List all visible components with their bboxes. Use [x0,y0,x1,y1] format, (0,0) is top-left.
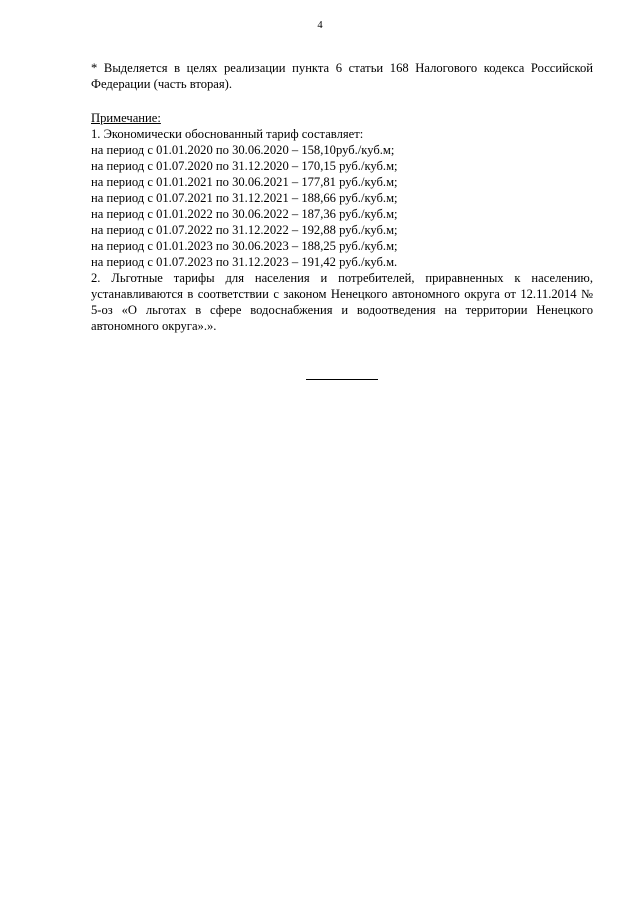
tariff-period-line: на период с 01.01.2020 по 30.06.2020 – 158,10руб./куб.м; [91,143,395,157]
tariff-period-line: на период с 01.01.2022 по 30.06.2022 – 187,36 руб./куб.м; [91,207,398,221]
footnote: * Выделяется в целях реализации пункта 6 статьи 168 Налогового кодекса Российской Федерации (часть вторая). [91,61,593,91]
tariff-period-line: на период с 01.07.2023 по 31.12.2023 – 191,42 руб./куб.м. [91,255,398,269]
tariff-period-line: на период с 01.07.2020 по 31.12.2020 – 170,15 руб./куб.м; [91,159,398,173]
note-item-1-heading: 1. Экономически обоснованный тариф составляет: [91,127,364,141]
tariff-period-line: на период с 01.07.2022 по 31.12.2022 – 192,88 руб./куб.м; [91,223,398,237]
tariff-period-line: на период с 01.01.2021 по 30.06.2021 – 177,81 руб./куб.м; [91,175,398,189]
note-item-2: 2. Льготные тарифы для населения и потребителей, приравненных к населению, устанавливаются в соответствии с законом Ненецкого автономного округа от 12.11.2014 № 5-оз «О льготах в сфере водоснабжения и водоотведения на территории Ненецкого автономного округа».». [91,271,593,333]
tariff-period-line: на период с 01.01.2023 по 30.06.2023 – 188,25 руб./куб.м; [91,239,398,253]
page-number: 4 [317,20,323,31]
tariff-period-line: на период с 01.07.2021 по 31.12.2021 – 188,66 руб./куб.м; [91,191,398,205]
end-separator-line [306,379,378,380]
note-title: Примечание: [91,111,161,125]
document-body [91,60,593,334]
